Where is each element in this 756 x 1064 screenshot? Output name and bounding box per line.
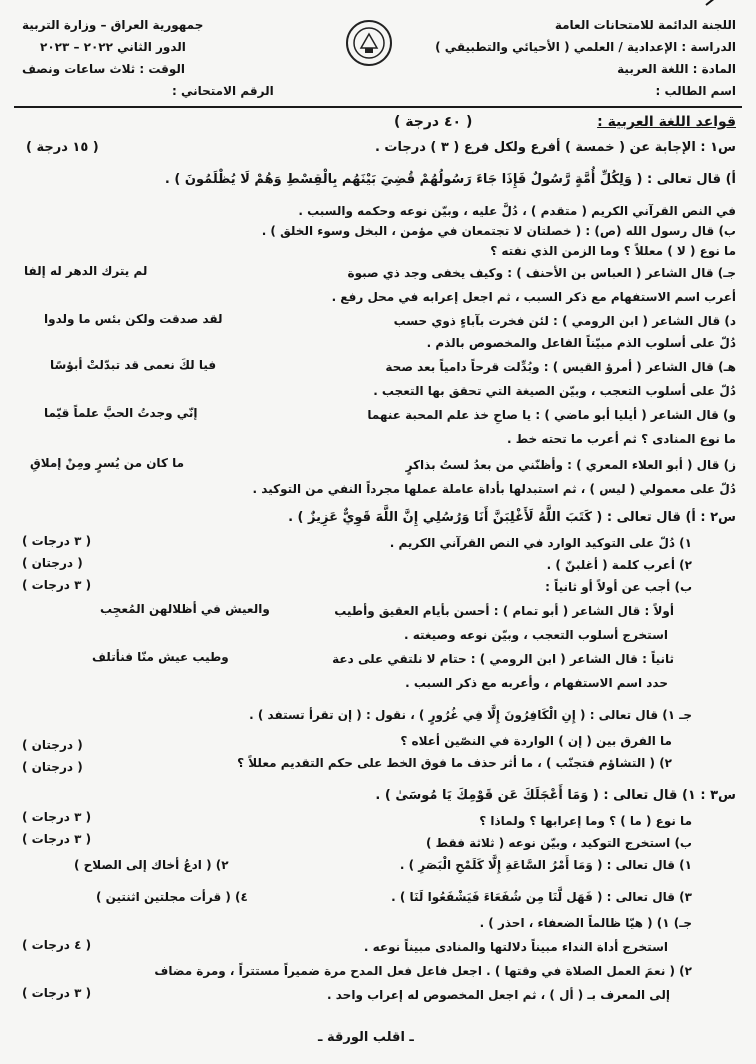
q1z-poet: ز) قال ( أبو العلاء المعري ) : وأظنّني من بعدُ لستُ بذاكرٍ — [405, 458, 736, 472]
q2b-instruction: ب) أجب عن أولاً أو ثانياً : — [545, 580, 692, 594]
q3b-instruction: ب) استخرج التوكيد ، وبيّن نوعه ( ثلاثة فقط ) — [425, 836, 692, 850]
q3a-marks: ( ٣ درجات ) — [22, 810, 92, 824]
q2a2-marks: ( درجتان ) — [22, 556, 83, 570]
q3j2-marks: ( ٣ درجات ) — [22, 986, 92, 1000]
q2b-first-poet: أولاً : قال الشاعر ( أبو تمام ) : أحسن بأيام العقيق وأطيب — [334, 604, 674, 618]
q2a-verse: س٢ : أ) قال تعالى : ( كَتَبَ اللَّهُ لَأَغْلِبَنَّ أَنَا وَرُسُلِي إِنَّ اللَّهَ قَوِيٌّ عَزِيزٌ ) . — [288, 510, 736, 525]
q1z-verse: ما كان من يُسرٍ ومِنْ إملاقِ — [30, 456, 185, 470]
q2b-second-verse: وطيب عيش منّا فنأتلف — [92, 650, 229, 664]
q2a-task1: ١) دُلّ على التوكيد الوارد في النص القرآني الكريم . — [389, 536, 692, 550]
q3j2-task-cont: إلى المعرف بـ ( أل ) ، ثم اجعل المخصوص له إعراب واحد . — [327, 988, 670, 1002]
q3j1-task: استخرج أداة النداء مبيناً دلالتها والمنادى مبيناً نوعه . — [363, 940, 668, 954]
q1h-verse: فيا لكَ نعمى قد تبدّلتْ أبؤسًا — [50, 358, 217, 372]
section-title: قواعد اللغة العربية : — [597, 114, 736, 130]
q2a1-marks: ( ٣ درجات ) — [22, 534, 92, 548]
q1j-verse: لم يترك الدهر له إلفا — [24, 264, 148, 278]
turn-page-note: ـ اقلب الورقة ـ — [318, 1030, 414, 1045]
exam-number-label: الرقم الامتحاني : — [172, 84, 274, 98]
exam-duration: الوقت : ثلاث ساعات ونصف — [22, 62, 186, 76]
q3a-task: ما نوع ( ما ) ؟ وما إعرابها ؟ ولماذا ؟ — [479, 814, 692, 828]
ministry-seal-icon — [344, 18, 394, 68]
q3j1-sentence: جـ) ١) ( هيّا ظالماً الضعفاء ، احذر ) . — [479, 916, 692, 930]
q2j1-task: ما الفرق بين ( إن ) الواردة في النصّين أعلاه ؟ — [400, 734, 672, 748]
student-name-label: اسم الطالب : — [655, 84, 736, 98]
q1d-poet: د) قال الشاعر ( ابن الرومي ) : لئن فخرت بآباءٍ ذوي حسب — [393, 314, 736, 328]
q1-marks: ( ١٥ درجة ) — [26, 140, 99, 155]
q1w-verse: إنّي وجدتُ الحبَّ علماً قيّما — [44, 406, 198, 420]
q2b-first-task: استخرج أسلوب التعجب ، وبيّن نوعه وصيغته . — [403, 628, 668, 642]
q2j1-texts: جـ ١) قال تعالى : ( إِنِ الْكَافِرُونَ إِلَّا فِي غُرُورٍ ) ، نقول : ( إن تقرأ تستفد ) . — [249, 708, 692, 722]
pen-stroke — [705, 0, 749, 6]
q3j1-marks: ( ٤ درجات ) — [22, 938, 92, 952]
q1z-task: دُلّ على معمولي ( ليس ) ، ثم استبدلها بأداة عاملة عملها مجرداً النفي من التوكيد . — [252, 482, 736, 496]
q3j2-task: ٢) ( نعمَ العمل الصلاة في وقتها ) . اجعل فاعل فعل المدح مرة ضميراً مستتراً ، ومرة مضاف — [154, 964, 692, 978]
q1a-verse: أ) قال تعالى : ( وَلِكُلِّ أُمَّةٍ رَّسُولٌ فَإِذَا جَاءَ رَسُولُهُمْ قُضِيَ بَيْنَهُم بِالْقِسْطِ وَهُمْ لَا يُظْلَمُونَ ) . — [164, 172, 736, 187]
q2j2-marks: ( درجتان ) — [22, 760, 83, 774]
q3b-item1: ١) قال تعالى : ( وَمَا أَمْرُ السَّاعَةِ إِلَّا كَلَمْحِ الْبَصَرِ ) . — [399, 858, 692, 872]
q1j-poet: جـ) قال الشاعر ( العباس بن الأحنف ) : وكيف يخفى وجد ذي صبوة — [347, 266, 736, 280]
republic-line: جمهورية العراق – وزارة التربية — [22, 18, 204, 32]
q3a-verse: س٣ : ١) قال تعالى : ( وَمَا أَعْجَلَكَ عَن قَوْمِكَ يَا مُوسَىٰ ) . — [375, 788, 736, 803]
q3b-item3: ٣) قال تعالى : ( فَهَل لَّنَا مِن شُفَعَاءَ فَيَشْفَعُوا لَنَا ) . — [391, 890, 692, 904]
q3b-marks: ( ٣ درجات ) — [22, 832, 92, 846]
q2b-second-task: حدد اسم الاستفهام ، وأعربه مع ذكر السبب . — [405, 676, 668, 690]
q1j-task: أعرب اسم الاستفهام مع ذكر السبب ، ثم اجعل إعرابه في محل رفع . — [331, 290, 736, 304]
q3b-item4: ٤) ( قرأت مجلتين اثنتين ) — [96, 890, 248, 904]
q2j2-task: ٢) ( التشاؤم فتجنّب ) ، ما أثر حذف ما فوق الخط على حكم التقديم معللاً ؟ — [237, 756, 672, 770]
section-marks: ( ٤٠ درجة ) — [394, 114, 473, 130]
q2j1-marks: ( درجتان ) — [22, 738, 83, 752]
q2b-first-verse: والعيش في أظلالهن المُعجِب — [100, 602, 270, 616]
subject-line: المادة : اللغة العربية — [617, 62, 736, 76]
q1d-verse: لقد صدقت ولكن بئس ما ولدوا — [44, 312, 223, 326]
q1b-task: ما نوع ( لا ) معللاً ؟ وما الزمن الذي نفته ؟ — [490, 244, 736, 258]
header-divider — [14, 106, 742, 108]
q1w-task: ما نوع المنادى ؟ ثم أعرب ما تحته خط . — [506, 432, 736, 446]
q2a-task2: ٢) أعرب كلمة ( أغلبنّ ) . — [546, 558, 692, 572]
q1b-hadith: ب) قال رسول الله (ص) : ( خصلتان لا تجتمعان في مؤمن ، البخل وسوء الخلق ) . — [261, 224, 736, 238]
q1d-task: دُلّ على أسلوب الذم مبيّناً الفاعل والمخصوص بالذم . — [426, 336, 736, 350]
q1h-task: دُلّ على أسلوب التعجب ، وبيّن الصيغة التي تحقق بها التعجب . — [373, 384, 736, 398]
study-stream: الدراسة : الإعدادية / العلمي ( الأحيائي والتطبيقي ) — [435, 40, 736, 54]
q1w-poet: و) قال الشاعر ( أيليا أبو ماضي ) : يا صاحِ خذ علم المحبة عنهما — [367, 408, 736, 422]
q1a-task: في النص القرآني الكريم ( متقدم ) ، دُلَّ عليه ، وبيّن نوعه وحكمه والسبب . — [298, 204, 736, 218]
q3b-item2: ٢) ( ادعُ أخاك إلى الصلاح ) — [74, 858, 229, 872]
committee-name: اللجنة الدائمة للامتحانات العامة — [554, 18, 736, 32]
q2b-marks: ( ٣ درجات ) — [22, 578, 92, 592]
q1-instruction: س١ : الإجابة عن ( خمسة ) أفرع ولكل فرع ( ٣ ) درجات . — [374, 140, 736, 155]
q1h-poet: هـ) قال الشاعر ( أمرؤ القيس ) : وبُدِّلت قرحاً دامياً بعد صحة — [385, 360, 736, 374]
exam-round: الدور الثاني ٢٠٢٢ – ٢٠٢٣ — [40, 40, 186, 54]
q2b-second-poet: ثانياً : قال الشاعر ( ابن الرومي ) : حتام لا نلتقي على دعة — [332, 652, 674, 666]
